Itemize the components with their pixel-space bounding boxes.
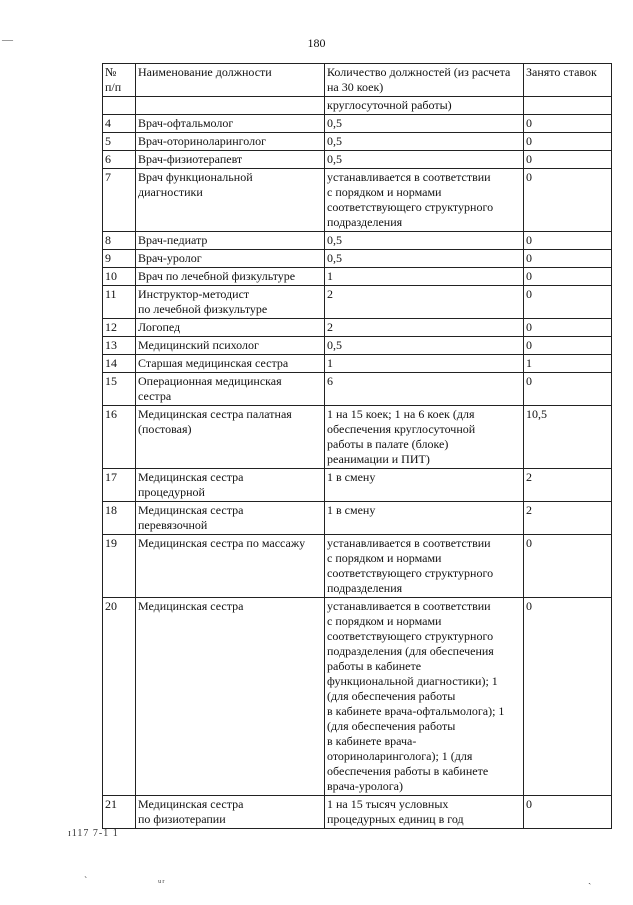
cell-count: устанавливается в соответствии с порядком и нормами соответствующего структурного подразделения xyxy=(325,535,524,598)
cell-name: Медицинский психолог xyxy=(136,337,325,355)
continuation-occupied xyxy=(524,97,612,115)
cell-num: 11 xyxy=(103,286,136,319)
cell-num: 19 xyxy=(103,535,136,598)
cell-count: 1 на 15 тысяч условных процедурных единиц в год xyxy=(325,796,524,829)
cell-count: 6 xyxy=(325,373,524,406)
cell-count: устанавливается в соответствии с порядком и нормами соответствующего структурного подразделения xyxy=(325,169,524,232)
cell-count: 1 в смену xyxy=(325,469,524,502)
table-row xyxy=(103,355,612,373)
cell-num: 7 xyxy=(103,169,136,232)
cell-occupied: 1 xyxy=(524,355,612,373)
cell-occupied: 0 xyxy=(524,151,612,169)
cell-occupied: 0 xyxy=(524,319,612,337)
cell-count: 1 xyxy=(325,268,524,286)
cell-name: Врач по лечебной физкультуре xyxy=(136,268,325,286)
cell-num: 14 xyxy=(103,355,136,373)
cell-name: Операционная медицинская сестра xyxy=(136,373,325,406)
table-row xyxy=(103,796,612,829)
cell-count: 0,5 xyxy=(325,337,524,355)
table-row xyxy=(103,115,612,133)
cell-name: Медицинская сестра перевязочной xyxy=(136,502,325,535)
cell-name: Медицинская сестра по массажу xyxy=(136,535,325,598)
table-row xyxy=(103,151,612,169)
cell-occupied: 0 xyxy=(524,232,612,250)
cell-occupied: 0 xyxy=(524,115,612,133)
cell-occupied: 0 xyxy=(524,337,612,355)
header-count: Количество должностей (из расчета на 30 коек) xyxy=(325,64,524,97)
cell-occupied: 0 xyxy=(524,598,612,796)
table-row xyxy=(103,268,612,286)
cell-num: 8 xyxy=(103,232,136,250)
scan-stamp-mark: ɪ117 7-1 1 xyxy=(68,828,119,839)
table-row xyxy=(103,286,612,319)
continuation-name xyxy=(136,97,325,115)
cell-occupied: 0 xyxy=(524,286,612,319)
cell-occupied: 0 xyxy=(524,535,612,598)
cell-count: 0,5 xyxy=(325,232,524,250)
table-row xyxy=(103,406,612,469)
table-row xyxy=(103,502,612,535)
continuation-num xyxy=(103,97,136,115)
margin-mark: — xyxy=(2,34,13,46)
cell-occupied: 0 xyxy=(524,373,612,406)
table-continuation-row xyxy=(103,97,612,115)
cell-name: Врач-педиатр xyxy=(136,232,325,250)
page-number: 180 xyxy=(307,36,326,50)
table-row xyxy=(103,250,612,268)
cell-occupied: 0 xyxy=(524,169,612,232)
cell-occupied: 2 xyxy=(524,469,612,502)
table-row xyxy=(103,319,612,337)
cell-num: 21 xyxy=(103,796,136,829)
cell-name: Врач-оториноларинголог xyxy=(136,133,325,151)
cell-name: Инструктор-методист по лечебной физкультуре xyxy=(136,286,325,319)
cell-count: 2 xyxy=(325,319,524,337)
cell-count: 1 xyxy=(325,355,524,373)
table-row xyxy=(103,232,612,250)
header-occupied: Занято ставок xyxy=(524,64,612,97)
cell-num: 16 xyxy=(103,406,136,469)
table-body xyxy=(103,64,612,829)
table-row xyxy=(103,169,612,232)
cell-name: Медицинская сестра по физиотерапии xyxy=(136,796,325,829)
cell-num: 4 xyxy=(103,115,136,133)
cell-name: Врач-офтальмолог xyxy=(136,115,325,133)
scan-speck-center: ᵤᵣ xyxy=(158,874,166,885)
continuation-count: круглосуточной работы) xyxy=(325,97,524,115)
table-row xyxy=(103,337,612,355)
cell-num: 10 xyxy=(103,268,136,286)
cell-occupied: 0 xyxy=(524,250,612,268)
cell-name: Медицинская сестра процедурной xyxy=(136,469,325,502)
cell-num: 12 xyxy=(103,319,136,337)
table-row xyxy=(103,373,612,406)
cell-name: Врач функциональной диагностики xyxy=(136,169,325,232)
cell-num: 17 xyxy=(103,469,136,502)
cell-count: устанавливается в соответствии с порядком и нормами соответствующего структурного подразделения (для обеспечения работы в кабинете функциональной диагностики); 1 (для обеспечения работы в кабинете врача-офтальмолога); 1 (для обеспечения работы в кабинете врача- оториноларинголога); 1 (для обеспечения работы в кабинете врача-уролога) xyxy=(325,598,524,796)
cell-name: Врач-уролог xyxy=(136,250,325,268)
table-row xyxy=(103,535,612,598)
cell-count: 0,5 xyxy=(325,115,524,133)
cell-count: 1 на 15 коек; 1 на 6 коек (для обеспечения круглосуточной работы в палате (блоке) реанимации и ПИТ) xyxy=(325,406,524,469)
cell-name: Медицинская сестра xyxy=(136,598,325,796)
cell-occupied: 0 xyxy=(524,796,612,829)
cell-count: 1 в смену xyxy=(325,502,524,535)
cell-occupied: 0 xyxy=(524,268,612,286)
cell-num: 13 xyxy=(103,337,136,355)
table-header-row xyxy=(103,64,612,97)
cell-count: 0,5 xyxy=(325,133,524,151)
cell-count: 2 xyxy=(325,286,524,319)
cell-num: 20 xyxy=(103,598,136,796)
header-name: Наименование должности xyxy=(136,64,325,97)
table-row xyxy=(103,469,612,502)
scan-speck-right: ˎ xyxy=(588,874,593,885)
scan-speck-left: ˋ xyxy=(84,876,89,887)
staffing-table xyxy=(102,63,612,829)
cell-count: 0,5 xyxy=(325,250,524,268)
header-num: № п/п xyxy=(103,64,136,97)
cell-count: 0,5 xyxy=(325,151,524,169)
cell-name: Медицинская сестра палатная (постовая) xyxy=(136,406,325,469)
cell-name: Логопед xyxy=(136,319,325,337)
cell-num: 18 xyxy=(103,502,136,535)
cell-num: 9 xyxy=(103,250,136,268)
cell-occupied: 2 xyxy=(524,502,612,535)
cell-occupied: 0 xyxy=(524,133,612,151)
cell-occupied: 10,5 xyxy=(524,406,612,469)
cell-num: 5 xyxy=(103,133,136,151)
cell-name: Врач-физиотерапевт xyxy=(136,151,325,169)
table-row xyxy=(103,598,612,796)
cell-name: Старшая медицинская сестра xyxy=(136,355,325,373)
cell-num: 6 xyxy=(103,151,136,169)
cell-num: 15 xyxy=(103,373,136,406)
table-row xyxy=(103,133,612,151)
